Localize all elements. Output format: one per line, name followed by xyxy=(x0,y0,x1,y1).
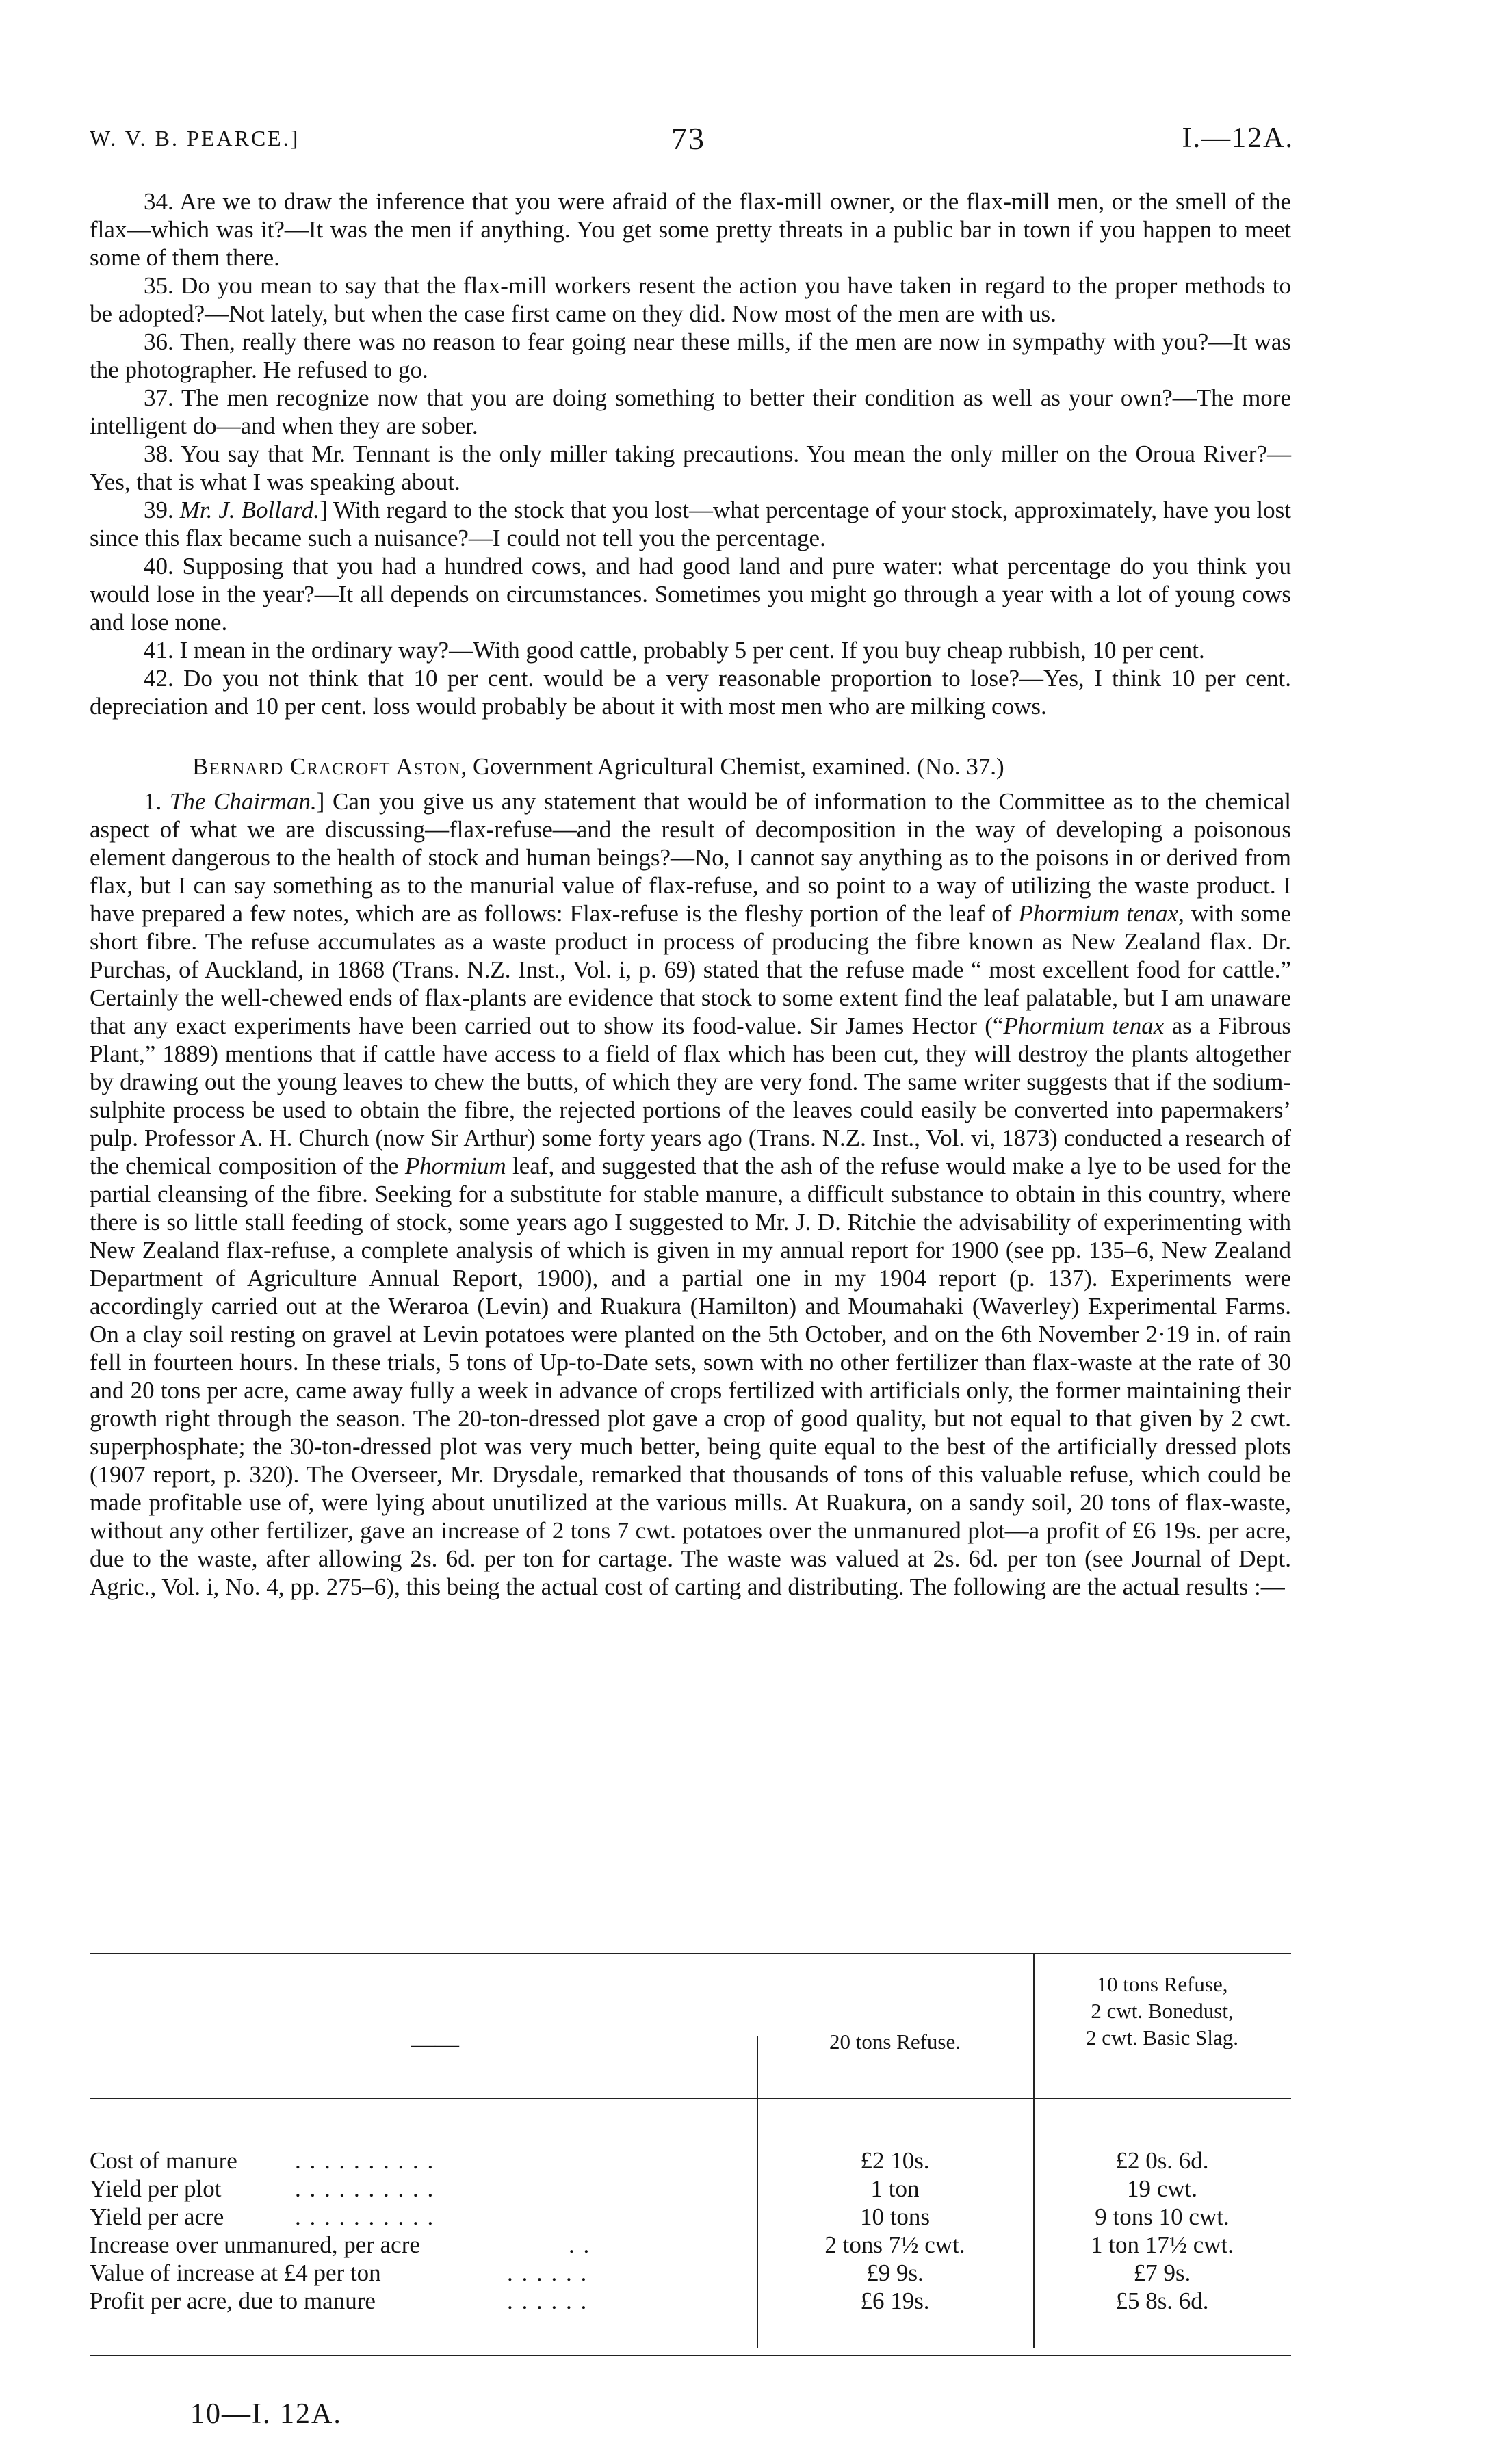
table-row xyxy=(90,2147,1291,2175)
cell-mixed: 1 ton 17½ cwt. xyxy=(1090,2231,1234,2258)
cell-mixed: 19 cwt. xyxy=(1126,2175,1198,2202)
chairman-question-1 xyxy=(90,787,1291,1601)
table-row xyxy=(90,2203,1291,2231)
cell-20-tons: 2 tons 7½ cwt. xyxy=(824,2231,965,2258)
cell-mixed: £5 8s. 6d. xyxy=(1115,2288,1209,2314)
row-label: Yield per acre xyxy=(90,2203,224,2230)
body-text xyxy=(90,187,1291,1601)
table-row xyxy=(90,2231,1291,2259)
question-text: ] With regard to the stock that you lost—what percentage of your stock, approximately, have you lost since this flax became such a nuisance?—I could not tell you the percentage. xyxy=(90,497,1291,551)
row-label: Cost of manure xyxy=(90,2147,237,2174)
leader-dots: . . . . . . . . . . xyxy=(295,2175,435,2202)
cell-mixed: £7 9s. xyxy=(1133,2259,1191,2286)
header-line: 10 tons Refuse, xyxy=(1096,1972,1228,1996)
row-label: Increase over unmanured, per acre xyxy=(90,2231,420,2258)
question-answer-37: 37. The men recognize now that you are doing something to better their condition as well as your own?—The more intelligent do—and when they are sober. xyxy=(90,384,1291,439)
results-table xyxy=(90,1953,1291,2356)
cell-20-tons: £2 10s. xyxy=(860,2147,930,2174)
question-answer-36: 36. Then, really there was no reason to fear going near these mills, if the men are now in sympathy with you?—It was the photographer. He refused to go. xyxy=(90,328,1291,383)
table-header-mixed xyxy=(1033,1971,1291,2051)
cell-mixed: £2 0s. 6d. xyxy=(1115,2147,1209,2174)
question-answer-34: 34. Are we to draw the inference that you were afraid of the flax-mill owner, or the flax-mill men, or the smell of the flax—which was it?—It was the men if anything. You get some pretty threats in a public bar in town if you happen to meet some of them there. xyxy=(90,188,1291,271)
cell-20-tons: 1 ton xyxy=(870,2175,920,2202)
question-answer-35: 35. Do you mean to say that the flax-mill workers resent the action you have taken in regard to the proper methods to be adopted?—Not lately, but when the case first came on they did. Now most of the men are with us. xyxy=(90,272,1291,327)
cell-20-tons: £6 19s. xyxy=(860,2288,930,2314)
header-rule xyxy=(90,2098,1291,2099)
cell-mixed: 9 tons 10 cwt. xyxy=(1095,2203,1230,2230)
table-row xyxy=(90,2259,1291,2288)
leader-dots: . . . . . . . . . . xyxy=(295,2147,435,2174)
species-name: Phormium tenax xyxy=(1018,900,1179,927)
cell-20-tons: 10 tons xyxy=(859,2203,931,2230)
paper-reference: I.—12A. xyxy=(1182,122,1294,154)
question-answer-38: 38. You say that Mr. Tennant is the only miller taking precautions. You mean the only miller on the Oroua River?—Yes, that is what I was speaking about. xyxy=(90,441,1291,495)
running-head xyxy=(90,120,1294,161)
table-row xyxy=(90,2175,1291,2203)
leader-dots: . . . . . . xyxy=(507,2288,588,2314)
row-label: Yield per plot xyxy=(90,2175,222,2202)
header-witness-name: W. V. B. PEARCE.] xyxy=(90,126,300,150)
question-answer-41: 41. I mean in the ordinary way?—With good cattle, probably 5 per cent. If you buy cheap rubbish, 10 per cent. xyxy=(144,637,1205,664)
leader-dots: . . . . . . . . . . xyxy=(295,2203,435,2230)
table-header-20-tons: 20 tons Refuse. xyxy=(829,2030,961,2054)
question-answer-39 xyxy=(90,496,1291,552)
printer-signature: 10—I. 12A. xyxy=(190,2398,342,2430)
table-header-blank: —— xyxy=(411,2031,459,2058)
question-number: 39. xyxy=(144,497,174,523)
row-label: Value of increase at £4 per ton xyxy=(90,2259,381,2286)
page-number: 73 xyxy=(671,121,705,156)
witness-description: , Government Agricultural Chemist, examined. (No. 37.) xyxy=(460,753,1004,780)
header-line: 2 cwt. Bonedust, xyxy=(1091,1999,1234,2023)
speaker-name: The Chairman. xyxy=(169,788,317,815)
species-name: Phormium tenax xyxy=(1003,1012,1165,1039)
paragraph-text: ] Can you give us any statement that would be of information to the Committee as to the chemical aspect of what we are discussing—flax-refuse—and the result of decomposition in the way of developing a poisonous element dangerous to the health of stock and human beings?—No, I cannot say anything as to the poisons in or derived from flax, but I can say something as to the manurial value of flax-refuse, and so point to a way of utilizing the waste product. I have prepared a few notes, which are as follows: Flax-refuse is the fleshy portion of the leaf of xyxy=(90,788,1292,927)
row-label: Profit per acre, due to manure xyxy=(90,2288,376,2314)
question-number: 1. xyxy=(144,788,162,815)
leader-dots: . . . . . . xyxy=(507,2259,588,2286)
question-answer-40: 40. Supposing that you had a hundred cows, and had good land and pure water: what percentage do you think you would lose in the year?—It all depends on circumstances. Sometimes you might go through a year with a lot of young cows and lose none. xyxy=(90,553,1291,635)
paragraph-text: leaf, and suggested that the ash of the refuse would make a lye to be used for the partial cleansing of the fibre. Seeking for a substitute for stable manure, a difficult substance to obtain in this country, where there is so little stall feeding of stock, some years ago I suggested to Mr. J. D. Ritchie the advisability of experimenting with New Zealand flax-refuse, a complete analysis of which is given in my annual report for 1900 (see pp. 135–6, New Zealand Department of Agriculture Annual Report, 1900), and a partial one in my 1904 report (p. 137). Experiments were accordingly carried out at the Weraroa (Levin) and Ruakura (Hamilton) and Moumahaki (Waverley) Experimental Farms. On a clay soil resting on gravel at Levin potatoes were planted on the 5th October, and on the 6th November 2·19 in. of rain fell in fourteen hours. In these trials, 5 tons of Up-to-Date sets, sown with no other fertilizer than flax-waste at the rate of 30 and 20 tons per acre, came away fully a week in advance of crops fertilized with artificials only, the former maintaining their growth right through the season. The 20-ton-dressed plot gave a crop of good quality, but not equal to that given by 2 cwt. superphosphate; the 30-ton-dressed plot was very much better, being quite equal to the best of the artificially dressed plots (1907 report, p. 320). The Overseer, Mr. Drysdale, remarked that thousands of tons of this valuable refuse, which could be made profitable use of, were lying about unutilized at the various mills. At Ruakura, on a sandy soil, 20 tons of flax-waste, without any other fertilizer, gave an increase of 2 tons 7 cwt. potatoes over the unmanured plot—a profit of £6 19s. per acre, due to the waste, after allowing 2s. 6d. per ton for cartage. The waste was valued at 2s. 6d. per ton (see Journal of Dept. Agric., Vol. i, No. 4, pp. 275–6), this being the actual cost of carting and distributing. The following are the actual results :— xyxy=(90,1153,1291,1600)
speaker-name: Mr. J. Bollard. xyxy=(179,497,320,523)
leader-dots: . . xyxy=(569,2231,591,2258)
witness-heading xyxy=(90,752,1291,781)
cell-20-tons: £9 9s. xyxy=(866,2259,924,2286)
table-row xyxy=(90,2288,1291,2316)
genus-name: Phormium xyxy=(404,1153,506,1179)
question-answer-42: 42. Do you not think that 10 per cent. would be a very reasonable proportion to lose?—Yes, I think 10 per cent. depreciation and 10 per cent. loss would probably be about it with most men who are milking cows. xyxy=(90,665,1291,720)
witness-name: Bernard Cracroft Aston xyxy=(192,753,461,780)
header-line: 2 cwt. Basic Slag. xyxy=(1086,2026,1238,2049)
paragraph-text: , with some short fibre. The refuse accumulates as a waste product in process of producing the fibre known as New Zealand flax. Dr. Purchas, of Auckland, in 1868 (Trans. N.Z. Inst., Vol. i, p. 69) stated that the refuse made “ most excellent food for cattle.” Certainly the well-chewed ends of flax-plants are evidence that stock to some extent find the leaf palatable, but I am unaware that any exact experiments have been carried out to show its food-value. Sir James Hector (“ xyxy=(90,900,1291,1039)
paragraph-text: as a Fibrous Plant,” 1889) mentions that if cattle have access to a field of flax which has been cut, they will destroy the plants altogether by drawing out the young leaves to chew the butts, of which they are very fond. The same writer suggests that if the sodium-sulphite process be used to obtain the fibre, the rejected portions of the leaves could easily be converted into papermakers’ pulp. Professor A. H. Church (now Sir Arthur) some forty years ago (Trans. N.Z. Inst., Vol. vi, 1873) conducted a research of the chemical composition of the xyxy=(90,1012,1291,1179)
